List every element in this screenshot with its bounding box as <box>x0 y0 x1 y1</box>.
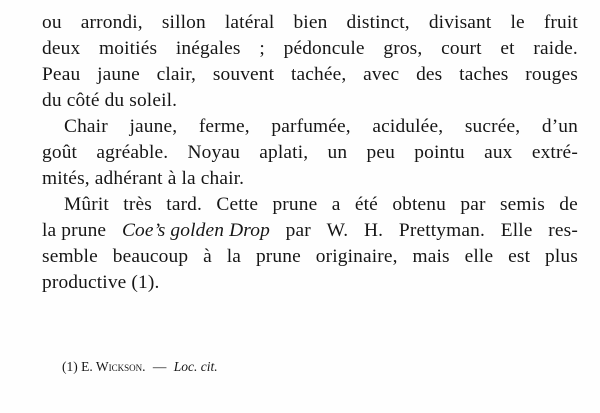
word: court <box>441 38 482 59</box>
word: Cette <box>216 194 259 215</box>
word: mais <box>412 246 450 267</box>
word: raide. <box>533 38 578 59</box>
word: parfumée, <box>271 116 351 137</box>
word: des <box>416 64 443 85</box>
word: la <box>226 246 242 267</box>
word: semble <box>42 246 98 267</box>
word: été <box>354 194 378 215</box>
paragraph-2-line-3: mités, adhérant à la chair. <box>42 168 245 189</box>
word: clair, <box>156 64 197 85</box>
word: distinct, <box>346 12 410 33</box>
word: moitiés <box>99 38 158 59</box>
paragraph-3-line-2-before: la prune <box>42 220 107 241</box>
word: Mûrit <box>64 194 109 215</box>
word: ou <box>42 12 62 33</box>
word: peu <box>366 142 395 163</box>
footnote-author: E. Wickson. <box>81 359 146 374</box>
paragraph-1-line-4: du côté du soleil. <box>42 90 178 111</box>
word: par <box>285 220 311 241</box>
word: avec <box>363 64 400 85</box>
word: W. <box>326 220 349 241</box>
word: par <box>460 194 486 215</box>
word: et <box>500 38 515 59</box>
word: pédoncule <box>283 38 365 59</box>
word: divisant <box>428 12 492 33</box>
paragraph-2-line-1 <box>42 114 578 140</box>
paragraph-3-line-2 <box>42 218 578 244</box>
word: aux <box>484 142 513 163</box>
word: inégales <box>175 38 241 59</box>
word: souvent <box>212 64 275 85</box>
word: gros, <box>383 38 423 59</box>
word: deux <box>42 38 81 59</box>
word: Noyau <box>187 142 240 163</box>
word: H. <box>364 220 384 241</box>
word: sucrée, <box>464 116 521 137</box>
word: ; <box>259 38 265 59</box>
word: obtenu <box>392 194 446 215</box>
word: plus <box>545 246 578 267</box>
word: beaucoup <box>112 246 189 267</box>
word: pointu <box>414 142 465 163</box>
word: a <box>331 194 341 215</box>
word: est <box>508 246 531 267</box>
word: ferme, <box>198 116 250 137</box>
footnote-reference: Loc. cit. <box>173 359 218 374</box>
footnote-marker: (1) <box>62 359 78 374</box>
word: latéral <box>224 12 275 33</box>
word: Prettyman. <box>398 220 485 241</box>
word: tard. <box>166 194 203 215</box>
body-text <box>42 10 578 296</box>
word: Elle <box>500 220 533 241</box>
word: aplati, <box>259 142 309 163</box>
paragraph-1-line-1 <box>42 10 578 36</box>
word: fruit <box>543 12 578 33</box>
paragraph-1-line-2 <box>42 36 578 62</box>
paragraph-3-line-1 <box>42 192 578 218</box>
word: arrondi, <box>80 12 143 33</box>
cultivar-name: Coe’s golden Drop <box>121 220 270 241</box>
word: sillon <box>161 12 206 33</box>
word: un <box>327 142 348 163</box>
word: rouges <box>525 64 578 85</box>
word: très <box>123 194 152 215</box>
word: semis <box>499 194 545 215</box>
word: à <box>203 246 212 267</box>
word: d’un <box>541 116 578 137</box>
word: acidulée, <box>372 116 444 137</box>
footnote-dash: — <box>152 359 167 374</box>
word: jaune, <box>129 116 178 137</box>
paragraph-3-line-3 <box>42 244 578 270</box>
word: jaune <box>97 64 140 85</box>
word: res- <box>548 220 578 241</box>
footnote <box>62 358 218 376</box>
paragraph-3-line-4: productive (1). <box>42 272 160 293</box>
word: taches <box>459 64 509 85</box>
paragraph-2-line-2 <box>42 140 578 166</box>
word: agréable. <box>96 142 169 163</box>
word: elle <box>464 246 494 267</box>
paragraph-1-line-3 <box>42 62 578 88</box>
word: de <box>559 194 578 215</box>
word: originaire, <box>315 246 398 267</box>
word: Peau <box>42 64 81 85</box>
word: le <box>510 12 525 33</box>
word: prune <box>255 246 301 267</box>
word: goût <box>42 142 78 163</box>
word: prune <box>272 194 318 215</box>
word: extré- <box>531 142 578 163</box>
word: tachée, <box>290 64 347 85</box>
word: Chair <box>64 116 108 137</box>
word: bien <box>293 12 328 33</box>
